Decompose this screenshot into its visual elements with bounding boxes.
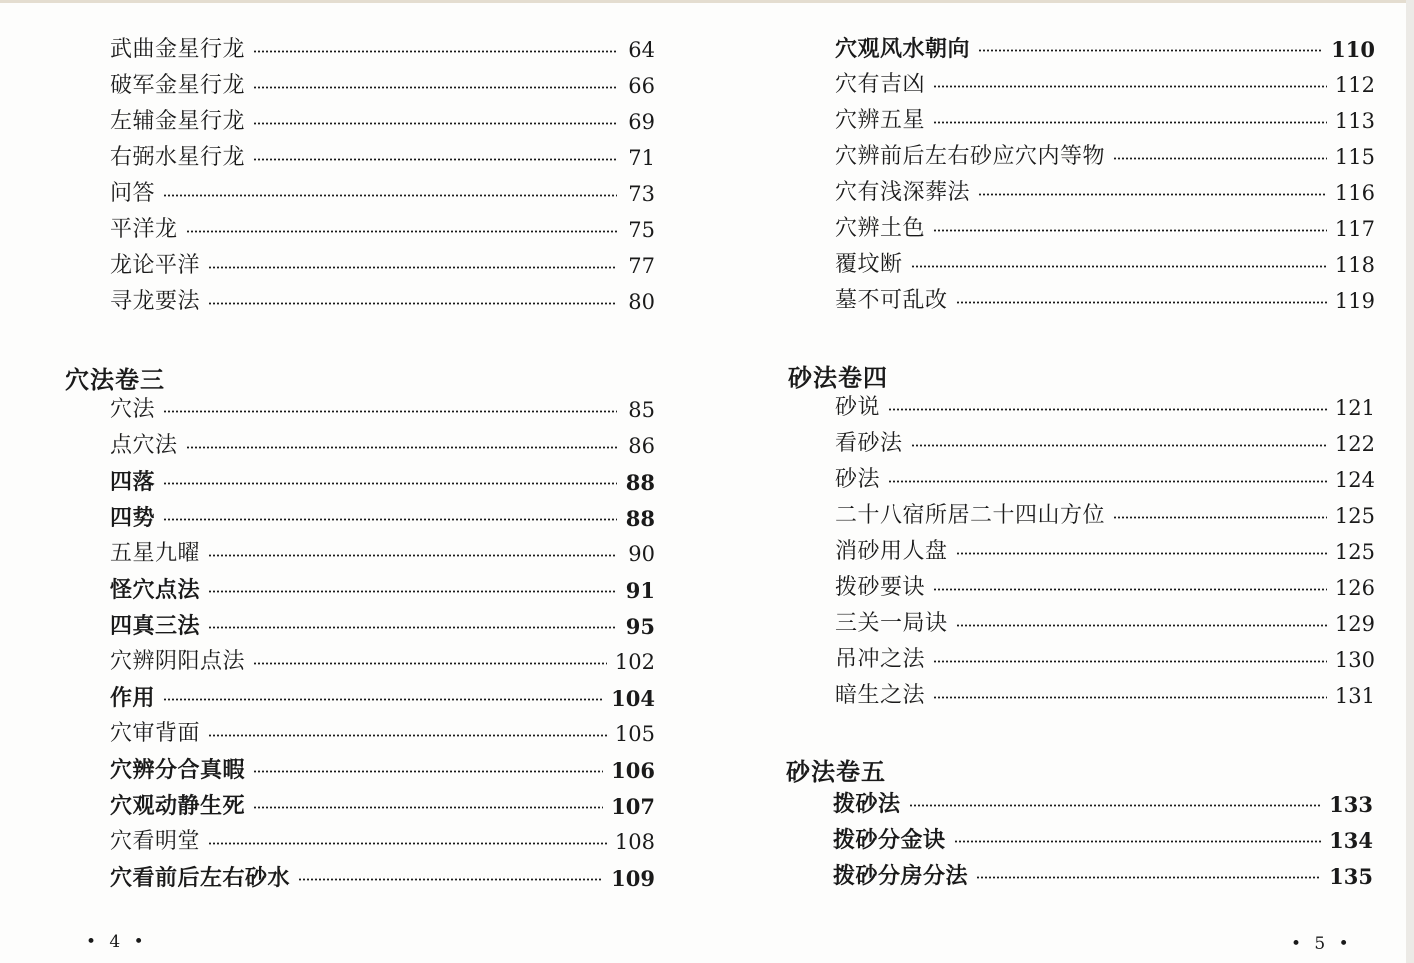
toc-entry-page: 110: [1331, 36, 1375, 62]
dot-leader: [1113, 516, 1327, 519]
dot-leader: [253, 158, 617, 161]
dot-leader: [888, 480, 1327, 483]
toc-entry-page: 112: [1334, 72, 1375, 97]
dot-leader: [208, 626, 617, 629]
dot-leader: [933, 229, 1327, 232]
toc-entry: [110, 644, 655, 680]
scan-right-edge: [1406, 0, 1414, 963]
toc-entry-title: 穴看前后左右砂水: [110, 865, 291, 891]
toc-entry: [835, 642, 1375, 678]
toc-entry: [110, 248, 655, 284]
dot-leader: [208, 842, 607, 845]
dot-leader: [208, 302, 617, 305]
toc-entry-title: 穴观动静生死: [110, 793, 246, 819]
toc-entry-title: 暗生之法: [835, 683, 926, 708]
toc-entry-title: 破军金星行龙: [110, 73, 246, 98]
toc-entry-page: 95: [625, 613, 655, 639]
dot-leader: [888, 408, 1327, 411]
toc-entry: [110, 68, 655, 104]
toc-entry: [110, 824, 655, 860]
toc-entry-page: 106: [611, 757, 655, 783]
toc-entry-title: 穴辨阴阳点法: [110, 649, 246, 674]
toc-entry-page: 104: [611, 685, 655, 711]
toc-entry: [833, 858, 1373, 894]
right-page: [707, 0, 1407, 963]
dot-leader: [163, 698, 603, 701]
dot-leader: [208, 554, 617, 557]
toc-entry: [110, 536, 655, 572]
dot-leader: [253, 806, 603, 809]
toc-entry-title: 左辅金星行龙: [110, 109, 246, 134]
toc-entry-title: 穴看明堂: [110, 829, 201, 854]
toc-entry-page: 102: [614, 649, 655, 674]
toc-entry-page: 69: [628, 109, 655, 134]
toc-entry-title: 穴辨分合真暇: [110, 757, 246, 783]
toc-entry: [833, 786, 1373, 822]
toc-entry-page: 71: [628, 145, 655, 170]
toc-entry: [110, 284, 655, 320]
toc-entry-page: 116: [1334, 180, 1375, 205]
dot-leader: [978, 193, 1327, 196]
toc-entry: [110, 464, 655, 500]
toc-entry-page: 66: [628, 73, 655, 98]
toc-entry-title: 武曲金星行龙: [110, 37, 246, 62]
dot-leader: [954, 840, 1322, 843]
toc-entry-title: 穴有浅深葬法: [835, 180, 971, 205]
toc-entry-title: 穴辨土色: [835, 216, 926, 241]
toc-entry-title: 穴有吉凶: [835, 72, 926, 97]
toc-entry-title: 墓不可乱改: [835, 288, 948, 313]
toc-entry-page: 133: [1329, 791, 1373, 817]
toc-entry: [833, 822, 1373, 858]
page-number-right: • 5 •: [1291, 934, 1353, 954]
toc-entry-page: 108: [614, 829, 655, 854]
toc-entry: [835, 570, 1375, 606]
toc-entry-title: 穴辨前后左右砂应穴内等物: [835, 144, 1106, 169]
dot-leader: [186, 446, 617, 449]
left-page: [0, 0, 700, 963]
toc-entry: [110, 428, 655, 464]
toc-entry-page: 126: [1334, 575, 1375, 600]
toc-entry-title: 吊冲之法: [835, 647, 926, 672]
dot-leader: [253, 50, 617, 53]
toc-entry-title: 四势: [110, 505, 156, 531]
toc-entry: [835, 139, 1375, 175]
toc-entry: [835, 678, 1375, 714]
dot-leader: [933, 121, 1327, 124]
toc-entry: [110, 860, 655, 896]
toc-entry-title: 穴法: [110, 397, 156, 422]
toc-entry-title: 龙论平洋: [110, 253, 201, 278]
dot-leader: [298, 878, 603, 881]
toc-entry: [110, 752, 655, 788]
toc-entry-page: 90: [628, 541, 655, 566]
toc-entry-title: 覆坟断: [835, 252, 903, 277]
toc-entry-page: 91: [625, 577, 655, 603]
dot-leader: [208, 266, 617, 269]
toc-entry-title: 二十八宿所居二十四山方位: [835, 503, 1106, 528]
toc-entry: [110, 680, 655, 716]
toc-entry-page: 115: [1334, 144, 1375, 169]
toc-entry: [835, 103, 1375, 139]
toc-entry: [110, 104, 655, 140]
toc-entry: [835, 283, 1375, 319]
dot-leader: [933, 85, 1327, 88]
toc-entry-title: 四真三法: [110, 613, 201, 639]
toc-entry-page: 113: [1334, 108, 1375, 133]
dot-leader: [186, 230, 617, 233]
dot-leader: [163, 194, 617, 197]
dot-leader: [911, 444, 1327, 447]
toc-entry: [835, 67, 1375, 103]
dot-leader: [976, 876, 1321, 879]
toc-entry-title: 拨砂分金诀: [833, 827, 946, 853]
toc-entry: [835, 247, 1375, 283]
toc-entry-title: 点穴法: [110, 433, 178, 458]
toc-entry: [835, 426, 1375, 462]
toc-entry-page: 134: [1329, 827, 1373, 853]
toc-entry: [835, 175, 1375, 211]
toc-entry: [110, 176, 655, 212]
page-number-left: • 4 •: [86, 932, 148, 952]
toc-entry-page: 121: [1334, 395, 1375, 420]
dot-leader: [163, 410, 617, 413]
toc-entry-page: 73: [628, 181, 655, 206]
toc-entry-title: 怪穴点法: [110, 577, 201, 603]
dot-leader: [978, 49, 1323, 52]
toc-entry: [110, 212, 655, 248]
toc-entry-title: 看砂法: [835, 431, 903, 456]
toc-entry-title: 拨砂要诀: [835, 575, 926, 600]
dot-leader: [1113, 157, 1327, 160]
dot-leader: [208, 734, 607, 737]
toc-entry: [110, 140, 655, 176]
toc-entry-title: 穴审背面: [110, 721, 201, 746]
dot-leader: [911, 265, 1327, 268]
toc-entry-page: 125: [1334, 503, 1375, 528]
toc-entry-title: 消砂用人盘: [835, 539, 948, 564]
toc-entry-title: 寻龙要法: [110, 289, 201, 314]
toc-entry: [110, 716, 655, 752]
dot-leader: [208, 590, 617, 593]
toc-entry-page: 85: [628, 397, 655, 422]
dot-leader: [956, 552, 1327, 555]
toc-entry-title: 砂说: [835, 395, 881, 420]
dot-leader: [933, 660, 1327, 663]
toc-entry-page: 107: [611, 793, 655, 819]
toc-entry: [110, 32, 655, 68]
toc-entry-title: 作用: [110, 685, 156, 711]
toc-entry-page: 117: [1334, 216, 1375, 241]
dot-leader: [253, 86, 617, 89]
dot-leader: [163, 518, 617, 521]
dot-leader: [253, 662, 607, 665]
toc-entry-page: 130: [1334, 647, 1375, 672]
toc-entry: [835, 534, 1375, 570]
toc-entry-page: 77: [628, 253, 655, 278]
toc-entry: [835, 31, 1375, 67]
dot-leader: [253, 122, 617, 125]
toc-entry-title: 拨砂分房分法: [833, 863, 969, 889]
toc-entry-title: 问答: [110, 181, 156, 206]
toc-entry-page: 118: [1334, 252, 1375, 277]
toc-entry-page: 105: [614, 721, 655, 746]
toc-entry-title: 三关一局诀: [835, 611, 948, 636]
section-heading-sha-fa-5: 砂法卷五: [786, 757, 886, 786]
toc-entry: [835, 606, 1375, 642]
toc-entry-page: 80: [628, 289, 655, 314]
dot-leader: [956, 624, 1327, 627]
dot-leader: [956, 301, 1327, 304]
toc-entry-page: 124: [1334, 467, 1375, 492]
toc-entry-page: 135: [1329, 863, 1373, 889]
toc-entry-page: 88: [625, 469, 655, 495]
toc-entry-page: 109: [611, 865, 655, 891]
toc-entry-page: 122: [1334, 431, 1375, 456]
toc-entry-title: 右弼水星行龙: [110, 145, 246, 170]
toc-entry: [835, 462, 1375, 498]
toc-entry-page: 64: [628, 37, 655, 62]
toc-entry: [110, 608, 655, 644]
dot-leader: [933, 696, 1327, 699]
toc-entry-title: 五星九曜: [110, 541, 201, 566]
toc-entry-page: 119: [1334, 288, 1375, 313]
toc-entry: [110, 572, 655, 608]
toc-entry-title: 平洋龙: [110, 217, 178, 242]
dot-leader: [933, 588, 1327, 591]
toc-entry: [835, 498, 1375, 534]
section-heading-sha-fa-4: 砂法卷四: [788, 363, 888, 392]
toc-entry-title: 穴观风水朝向: [835, 36, 971, 62]
toc-entry-page: 131: [1334, 683, 1375, 708]
toc-entry-page: 129: [1334, 611, 1375, 636]
toc-entry-page: 75: [628, 217, 655, 242]
toc-entry-page: 88: [625, 505, 655, 531]
toc-entry: [835, 390, 1375, 426]
toc-entry: [110, 500, 655, 536]
toc-entry-title: 穴辨五星: [835, 108, 926, 133]
toc-entry-title: 拨砂法: [833, 791, 901, 817]
dot-leader: [909, 804, 1322, 807]
toc-entry-page: 86: [628, 433, 655, 458]
toc-entry: [835, 211, 1375, 247]
toc-entry-title: 砂法: [835, 467, 881, 492]
toc-entry-page: 125: [1334, 539, 1375, 564]
section-heading-xue-fa: 穴法卷三: [65, 365, 165, 394]
toc-entry-title: 四落: [110, 469, 156, 495]
dot-leader: [253, 770, 603, 773]
toc-entry: [110, 392, 655, 428]
dot-leader: [163, 482, 617, 485]
toc-entry: [110, 788, 655, 824]
